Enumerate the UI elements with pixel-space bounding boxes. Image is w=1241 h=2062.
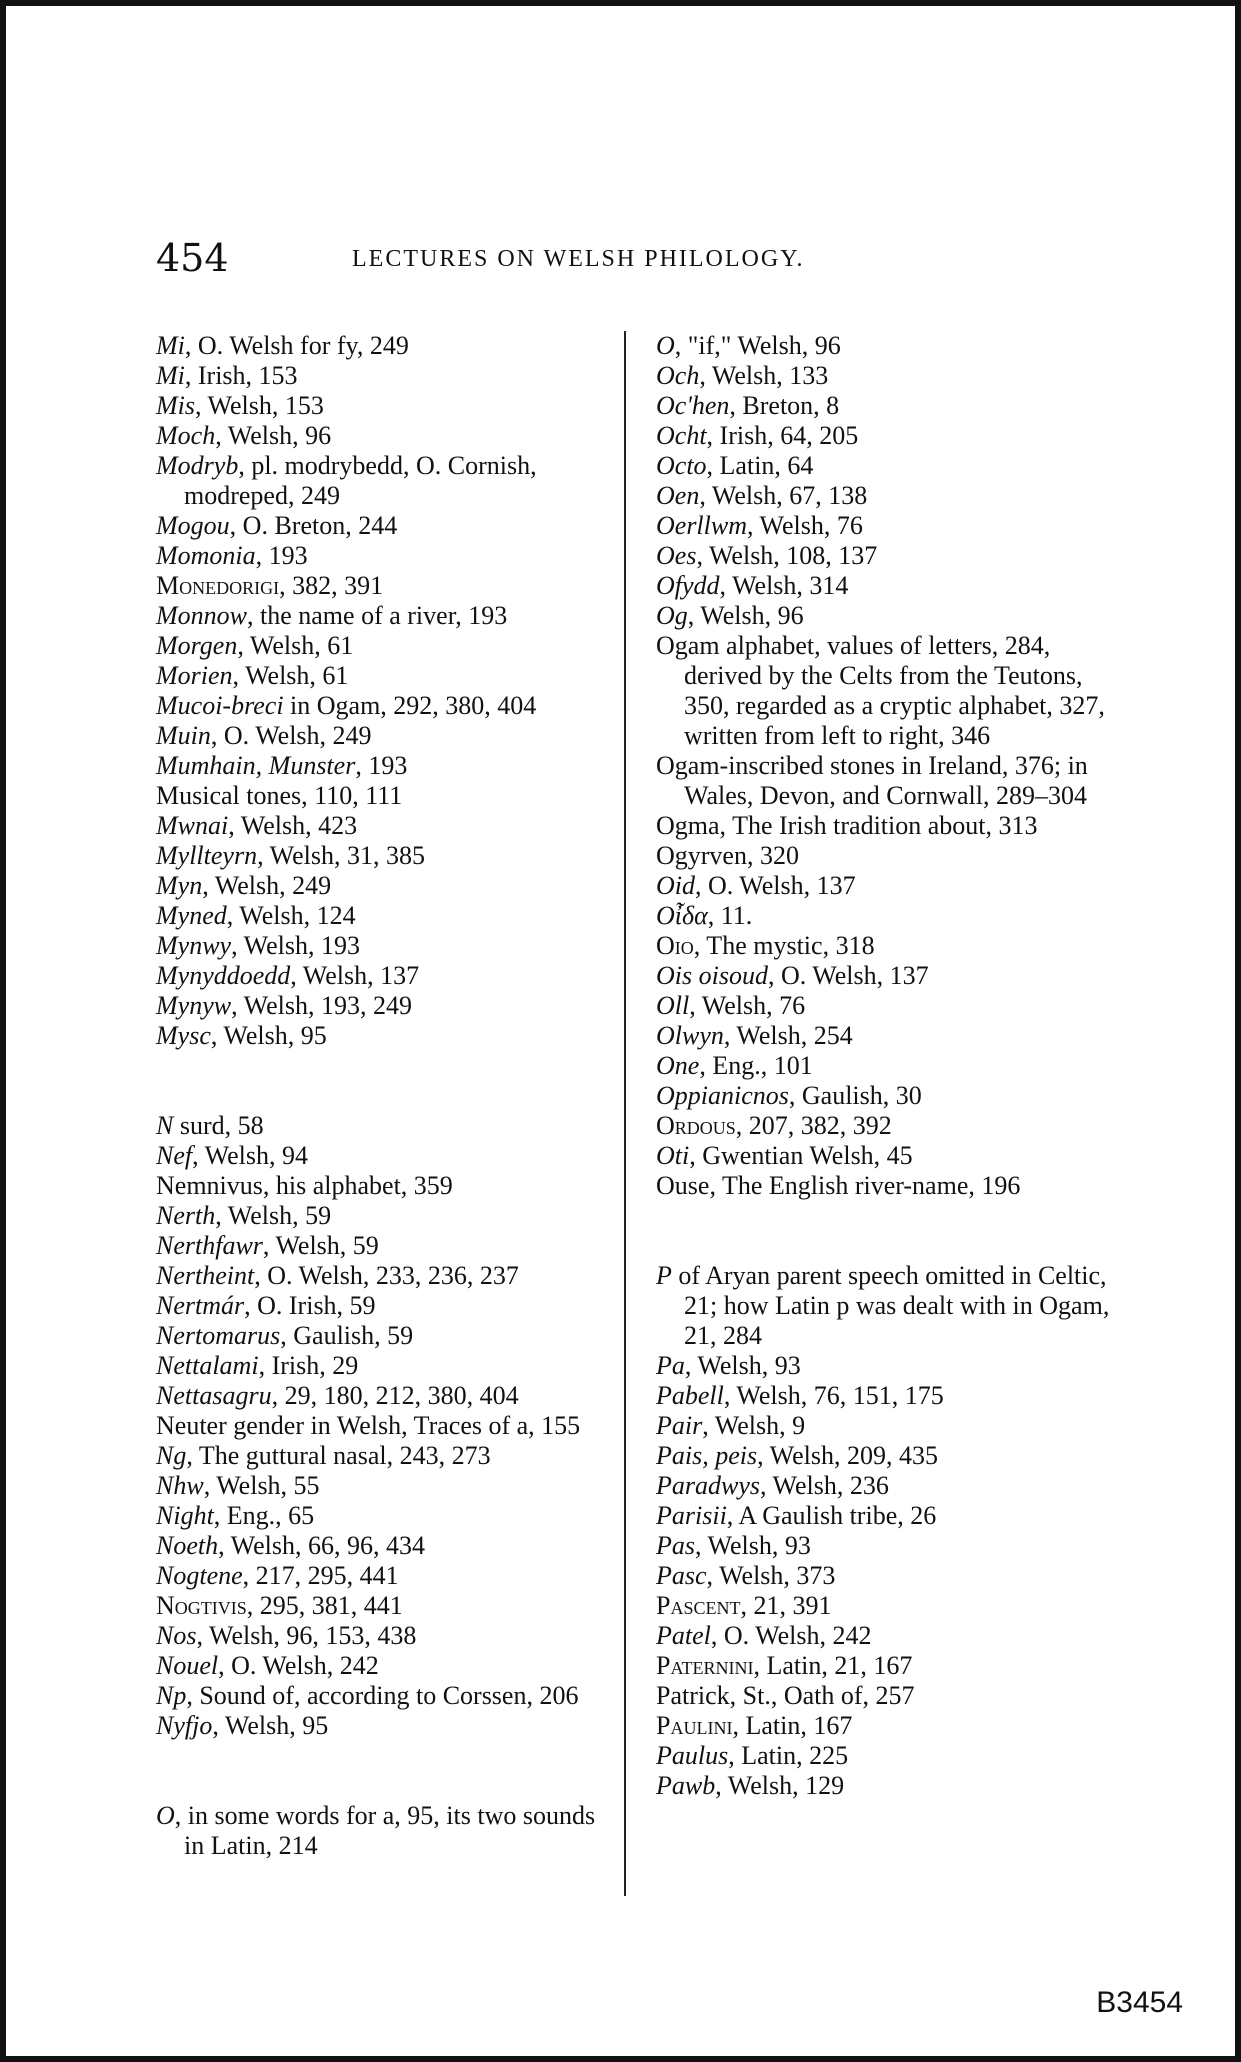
entry-references: , Welsh, 96 xyxy=(215,421,332,450)
entry-headword: Neuter gender in Welsh xyxy=(156,1411,402,1440)
index-entry xyxy=(156,1261,616,1291)
index-entry xyxy=(656,361,1128,391)
index-entry xyxy=(656,1711,1128,1741)
entry-headword: Mysc xyxy=(156,1021,211,1050)
entry-headword: Mucoi-breci xyxy=(156,691,284,720)
entry-headword: Patrick, St. xyxy=(656,1681,771,1710)
entry-references: , Welsh, 76 xyxy=(689,991,806,1020)
entry-references: , O. Welsh, 249 xyxy=(210,721,372,750)
entry-headword: Ordous xyxy=(656,1111,736,1140)
entry-headword: Oio xyxy=(656,931,694,960)
entry-headword: Nef xyxy=(156,1141,193,1170)
entry-headword: One xyxy=(656,1051,700,1080)
entry-headword: Monnow xyxy=(156,601,247,630)
entry-headword: Ogam alphabet xyxy=(656,631,815,660)
index-entry xyxy=(656,421,1128,451)
entry-headword: Paradwys xyxy=(656,1471,760,1500)
entry-headword: Nyfjo xyxy=(156,1711,213,1740)
index-entry xyxy=(156,1111,616,1141)
index-entry xyxy=(156,1021,616,1051)
entry-references: , Welsh, 209, 435 xyxy=(757,1441,938,1470)
index-entry xyxy=(156,1561,616,1591)
entry-references: , Welsh, 93 xyxy=(695,1531,811,1560)
entry-references: of Aryan parent speech omitted in Celtic, 21; how Latin p was dealt with in Ogam, 21, 284 xyxy=(671,1261,1110,1350)
entry-headword: Night xyxy=(156,1501,214,1530)
index-entry xyxy=(656,1111,1128,1141)
entry-references: , The Irish tradition about, 313 xyxy=(719,811,1038,840)
entry-headword: Ocht xyxy=(656,421,707,450)
entry-headword: Np xyxy=(156,1681,187,1710)
index-entry xyxy=(656,871,1128,901)
entry-headword: Pasc xyxy=(656,1561,707,1590)
index-entry xyxy=(656,571,1128,601)
index-entry xyxy=(156,361,616,391)
index-entry xyxy=(156,331,616,361)
entry-headword: Moch xyxy=(156,421,216,450)
entry-references: , A Gaulish tribe, 26 xyxy=(726,1501,937,1530)
entry-headword: Nettasagru xyxy=(156,1381,272,1410)
index-entry xyxy=(656,391,1128,421)
entry-headword: Nertomarus xyxy=(156,1321,281,1350)
index-entry xyxy=(156,451,616,511)
entry-headword: Nertmár xyxy=(156,1291,245,1320)
index-entry xyxy=(156,1411,616,1441)
running-title: LECTURES ON WELSH PHILOLOGY. xyxy=(352,246,805,272)
entry-references: , 320 xyxy=(746,841,799,870)
entry-references: , Welsh, 193 xyxy=(231,931,360,960)
entry-references: , Welsh, 59 xyxy=(215,1201,332,1230)
entry-references: , 11. xyxy=(707,901,753,930)
index-entry xyxy=(656,511,1128,541)
index-entry xyxy=(156,1471,616,1501)
index-entry xyxy=(156,841,616,871)
index-column-left xyxy=(156,331,616,1861)
index-entry xyxy=(656,811,1128,841)
entry-references: , Gaulish, 30 xyxy=(788,1081,922,1110)
index-entry xyxy=(656,1081,1128,1111)
entry-headword: Pascent xyxy=(656,1591,741,1620)
index-entry xyxy=(656,601,1128,631)
index-entry xyxy=(656,841,1128,871)
entry-headword: Oes xyxy=(656,541,697,570)
entry-headword: Ouse xyxy=(656,1171,710,1200)
entry-headword: Nhw xyxy=(156,1471,204,1500)
entry-headword: Nemnivus xyxy=(156,1171,263,1200)
entry-headword: Mogou xyxy=(156,511,230,540)
entry-references: , O. Breton, 244 xyxy=(229,511,398,540)
entry-headword: Och xyxy=(656,361,700,390)
index-entry xyxy=(156,511,616,541)
index-entry xyxy=(156,991,616,1021)
index-entry xyxy=(656,1471,1128,1501)
entry-references: , Welsh, 153 xyxy=(195,391,324,420)
entry-headword: Mumhain, Munster xyxy=(156,751,356,780)
index-entry xyxy=(656,1411,1128,1441)
index-entry xyxy=(156,1321,616,1351)
entry-headword: Modryb xyxy=(156,451,239,480)
entry-headword: Noeth xyxy=(156,1531,219,1560)
index-entry xyxy=(656,1681,1128,1711)
index-entry xyxy=(156,571,616,601)
entry-headword: Oll xyxy=(656,991,690,1020)
entry-references: , Welsh, 67, 138 xyxy=(699,481,868,510)
entry-references: , Welsh, 254 xyxy=(723,1021,853,1050)
index-entry xyxy=(656,1621,1128,1651)
index-entry xyxy=(656,541,1128,571)
index-entry xyxy=(156,1621,616,1651)
index-entry xyxy=(156,871,616,901)
entry-headword: Nertheint xyxy=(156,1261,255,1290)
index-entry xyxy=(156,541,616,571)
index-entry xyxy=(156,1141,616,1171)
index-entry xyxy=(656,1741,1128,1771)
index-entry xyxy=(156,1531,616,1561)
entry-references: , Oath of, 257 xyxy=(770,1681,915,1710)
index-entry xyxy=(156,631,616,661)
entry-references: , O. Welsh for fy, 249 xyxy=(184,331,409,360)
entry-headword: P xyxy=(656,1261,672,1290)
index-entry xyxy=(656,1561,1128,1591)
index-entry xyxy=(656,631,1128,751)
entry-headword: Myned xyxy=(156,901,227,930)
index-entry xyxy=(656,481,1128,511)
entry-headword: O xyxy=(156,1801,175,1830)
entry-headword: Nettalami xyxy=(156,1351,259,1380)
entry-references: , 193 xyxy=(255,541,308,570)
entry-references: , 110, 111 xyxy=(301,781,403,810)
index-entry xyxy=(656,991,1128,1021)
page-header xyxy=(156,236,1056,286)
entry-headword: Oen xyxy=(656,481,700,510)
index-entry xyxy=(156,391,616,421)
index-entry xyxy=(156,751,616,781)
entry-headword: Parisii xyxy=(656,1501,727,1530)
entry-headword: Ng xyxy=(156,1441,187,1470)
index-entry xyxy=(656,1351,1128,1381)
entry-references: , Welsh, 236 xyxy=(760,1471,889,1500)
entry-headword: Muin xyxy=(156,721,211,750)
entry-references: , Welsh, 133 xyxy=(699,361,829,390)
entry-references: , Welsh, 96 xyxy=(687,601,804,630)
index-entry xyxy=(156,1501,616,1531)
index-entry xyxy=(656,1651,1128,1681)
entry-headword: Pais, peis xyxy=(656,1441,758,1470)
index-entry xyxy=(156,421,616,451)
entry-references: surd, 58 xyxy=(173,1111,264,1140)
index-entry xyxy=(656,931,1128,961)
index-entry xyxy=(656,1021,1128,1051)
entry-references: , Latin, 21, 167 xyxy=(753,1651,913,1680)
index-entry xyxy=(656,1141,1128,1171)
entry-headword: Paulini xyxy=(656,1711,733,1740)
entry-references: , Latin, 167 xyxy=(732,1711,853,1740)
entry-references: , Welsh, 137 xyxy=(290,961,420,990)
entry-references: , 193 xyxy=(355,751,408,780)
entry-references: , Welsh, 93 xyxy=(684,1351,801,1380)
entry-references: , The guttural nasal, 243, 273 xyxy=(186,1441,491,1470)
entry-headword: Nogtene xyxy=(156,1561,243,1590)
entry-headword: Pawb xyxy=(656,1771,716,1800)
index-entry xyxy=(156,1651,616,1681)
entry-headword: Musical tones xyxy=(156,781,302,810)
index-entry xyxy=(156,961,616,991)
entry-references: , O. Welsh, 137 xyxy=(695,871,856,900)
entry-references: , Welsh, 193, 249 xyxy=(231,991,412,1020)
entry-headword: Momonia xyxy=(156,541,256,570)
entry-headword: Ogma xyxy=(656,811,720,840)
index-entry xyxy=(656,961,1128,991)
entry-headword: Mynyw xyxy=(156,991,232,1020)
index-entry xyxy=(156,1681,616,1711)
index-entry xyxy=(156,1801,616,1861)
index-entry xyxy=(656,1771,1128,1801)
entry-references: , O. Irish, 59 xyxy=(244,1291,376,1320)
entry-headword: Oppianicnos xyxy=(656,1081,789,1110)
entry-references: , Gaulish, 59 xyxy=(280,1321,414,1350)
entry-headword: Ofydd xyxy=(656,571,720,600)
entry-headword: Paternini xyxy=(656,1651,754,1680)
entry-references: , 295, 381, 441 xyxy=(246,1591,403,1620)
entry-references: , Welsh, 314 xyxy=(719,571,849,600)
entry-references: , Irish, 64, 205 xyxy=(706,421,859,450)
entry-headword: Nouel xyxy=(156,1651,219,1680)
entry-headword: Nerthfawr xyxy=(156,1231,263,1260)
entry-references: , 376; in Wales, Devon, and Cornwall, 289–304 xyxy=(684,751,1088,810)
index-entry xyxy=(156,1711,616,1741)
entry-references: , Welsh, 76 xyxy=(747,511,863,540)
entry-headword: Morien xyxy=(156,661,233,690)
entry-headword: Myllteyrn xyxy=(156,841,258,870)
entry-headword: Ogyrven xyxy=(656,841,747,870)
entry-references: , Welsh, 55 xyxy=(203,1471,320,1500)
entry-headword: Nos xyxy=(156,1621,197,1650)
entry-headword: Octo xyxy=(656,451,707,480)
entry-headword: Mis xyxy=(156,391,195,420)
entry-references: , 207, 382, 392 xyxy=(735,1111,892,1140)
entry-references: , Breton, 8 xyxy=(729,391,840,420)
index-entry xyxy=(656,451,1128,481)
entry-references: , The English river-name, 196 xyxy=(709,1171,1021,1200)
index-entry xyxy=(156,1441,616,1471)
entry-headword: Pair xyxy=(656,1411,703,1440)
entry-references: , Irish, 29 xyxy=(258,1351,359,1380)
index-entry xyxy=(656,1591,1128,1621)
entry-references: , 29, 180, 212, 380, 404 xyxy=(271,1381,519,1410)
index-entry xyxy=(156,901,616,931)
index-entry xyxy=(156,1171,616,1201)
index-column-right xyxy=(656,331,1128,1801)
entry-headword: Pa xyxy=(656,1351,685,1380)
entry-headword: Og xyxy=(656,601,688,630)
index-entry xyxy=(156,931,616,961)
index-entry xyxy=(656,1501,1128,1531)
index-entry xyxy=(656,1051,1128,1081)
index-entry xyxy=(156,781,616,811)
index-entry xyxy=(156,1381,616,1411)
entry-headword: Pas xyxy=(656,1531,695,1560)
entry-headword: Ogam-inscribed stones in Ireland xyxy=(656,751,1002,780)
entry-headword: Oc'hen xyxy=(656,391,730,420)
entry-headword: Pabell xyxy=(656,1381,724,1410)
entry-headword: Patel xyxy=(656,1621,711,1650)
entry-references: , Welsh, 373 xyxy=(706,1561,836,1590)
column-divider xyxy=(624,331,626,1896)
index-entry xyxy=(156,661,616,691)
entry-headword: Paulus xyxy=(656,1741,729,1770)
entry-references: , 217, 295, 441 xyxy=(242,1561,399,1590)
entry-references: , Welsh, 61 xyxy=(237,631,354,660)
entry-references: in Ogam, 292, 380, 404 xyxy=(283,691,537,720)
entry-references: , 21, 391 xyxy=(740,1591,832,1620)
index-entry xyxy=(156,1291,616,1321)
entry-headword: Myn xyxy=(156,871,203,900)
entry-references: , Welsh, 423 xyxy=(228,811,358,840)
entry-references: , his alphabet, 359 xyxy=(262,1171,453,1200)
entry-headword: Olwyn xyxy=(656,1021,724,1050)
entry-headword: N xyxy=(156,1111,174,1140)
index-entry xyxy=(656,1531,1128,1561)
entry-references: , Traces of a, 155 xyxy=(401,1411,581,1440)
index-entry xyxy=(656,901,1128,931)
entry-references: , Welsh, 59 xyxy=(262,1231,379,1260)
index-entry xyxy=(656,751,1128,811)
index-entry xyxy=(656,1441,1128,1471)
entry-references: , O. Welsh, 242 xyxy=(218,1651,379,1680)
entry-references: , Welsh, 96, 153, 438 xyxy=(196,1621,417,1650)
entry-references: , Sound of, according to Corssen, 206 xyxy=(186,1681,579,1710)
index-entry xyxy=(156,1231,616,1261)
entry-references: , pl. modrybedd, O. Cornish, modreped, 249 xyxy=(184,451,537,510)
entry-headword: Mynyddoedd xyxy=(156,961,291,990)
entry-references: , Welsh, 108, 137 xyxy=(696,541,878,570)
entry-references: , Welsh, 66, 96, 434 xyxy=(218,1531,425,1560)
archive-stamp: B3454 xyxy=(1096,1986,1183,2019)
entry-references: , O. Welsh, 233, 236, 237 xyxy=(254,1261,519,1290)
entry-headword: O xyxy=(656,331,675,360)
entry-headword: Nerth xyxy=(156,1201,216,1230)
index-entry xyxy=(656,1261,1128,1351)
entry-references: , O. Welsh, 137 xyxy=(767,961,929,990)
index-entry xyxy=(156,1591,616,1621)
index-entry xyxy=(156,1351,616,1381)
entry-references: , O. Welsh, 242 xyxy=(710,1621,872,1650)
index-entry xyxy=(656,1381,1128,1411)
entry-headword: Oid xyxy=(656,871,695,900)
entry-references: , Welsh, 76, 151, 175 xyxy=(723,1381,944,1410)
index-entry xyxy=(156,691,616,721)
entry-headword: Mi xyxy=(156,361,185,390)
entry-references: , "if," Welsh, 96 xyxy=(674,331,841,360)
entry-references: , Latin, 64 xyxy=(706,451,814,480)
entry-headword: Oerllwm xyxy=(656,511,747,540)
entry-headword: Ois oisoud xyxy=(656,961,768,990)
entry-headword: Mynwy xyxy=(156,931,232,960)
entry-headword: Nogtivis xyxy=(156,1591,247,1620)
entry-headword: Morgen xyxy=(156,631,238,660)
entry-references: , Welsh, 94 xyxy=(192,1141,308,1170)
entry-headword: Oti xyxy=(656,1141,690,1170)
entry-references: , 382, 391 xyxy=(279,571,384,600)
entry-references: , Welsh, 95 xyxy=(212,1711,329,1740)
index-entry xyxy=(156,811,616,841)
index-entry xyxy=(656,1171,1128,1201)
entry-references: , The mystic, 318 xyxy=(693,931,875,960)
entry-references: , Latin, 225 xyxy=(728,1741,849,1770)
page-number: 454 xyxy=(156,236,229,280)
entry-references: , Eng., 101 xyxy=(699,1051,813,1080)
entry-references: , Welsh, 31, 385 xyxy=(257,841,425,870)
entry-references: , Welsh, 61 xyxy=(232,661,349,690)
index-entry xyxy=(156,721,616,751)
entry-headword: Mwnai xyxy=(156,811,229,840)
entry-references: , Irish, 153 xyxy=(184,361,298,390)
entry-references: , values of letters, 284, derived by the Celts from the Teutons, 350, regarded as a cryptic alphabet, 327, written from left to right, 346 xyxy=(684,631,1105,750)
entry-headword: Mi xyxy=(156,331,185,360)
index-entry xyxy=(656,331,1128,361)
entry-references: , Welsh, 124 xyxy=(226,901,356,930)
entry-references: , Welsh, 9 xyxy=(702,1411,806,1440)
entry-references: , Gwentian Welsh, 45 xyxy=(689,1141,913,1170)
entry-headword: Οἶδα xyxy=(656,901,708,930)
entry-references: , Welsh, 249 xyxy=(202,871,332,900)
entry-references: , the name of a river, 193 xyxy=(247,601,508,630)
entry-references: , Welsh, 95 xyxy=(210,1021,327,1050)
index-entry xyxy=(156,601,616,631)
entry-references: , Eng., 65 xyxy=(213,1501,315,1530)
index-entry xyxy=(156,1201,616,1231)
entry-references: , in some words for a, 95, its two sounds in Latin, 214 xyxy=(174,1801,596,1860)
entry-headword: Monedorigi xyxy=(156,571,280,600)
entry-references: , Welsh, 129 xyxy=(715,1771,845,1800)
